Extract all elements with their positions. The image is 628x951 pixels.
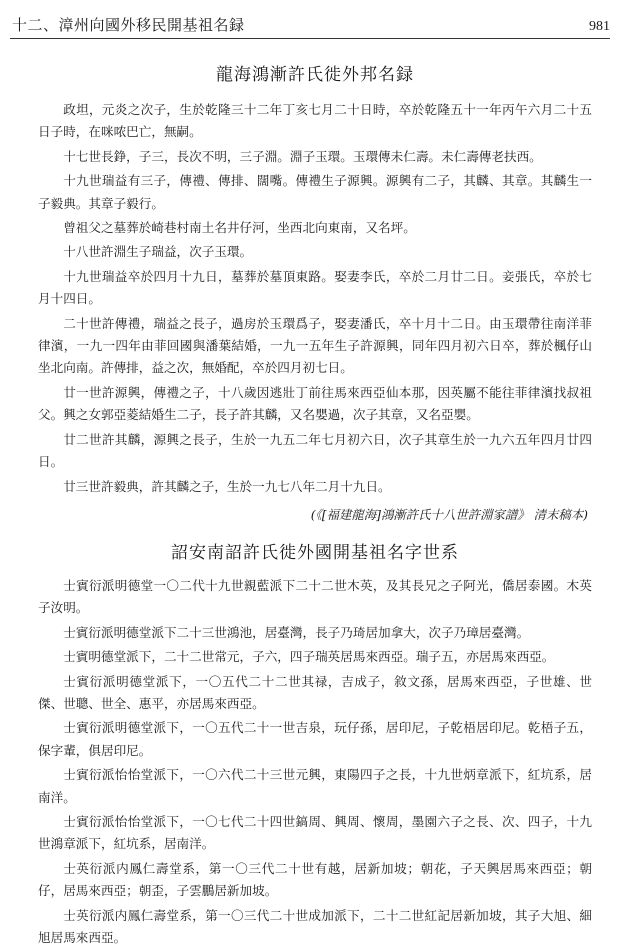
paragraph: 十九世瑞益卒於四月十九日，墓葬於墓頂東路。娶妻李氏，卒於二月廿二日。妾張氏，卒於七月十四日。 [38,268,592,307]
source-citation: (《[福建龍海]鴻漸許氏十八世許淵家譜》 清末稿本) [310,506,588,522]
paragraph: 士賓衍派怡怡堂派下，一〇七代二十四世鎬周、興周、懷周，墨園六子之長、次、四子，十九世鴻章派下，紅坑系，居南洋。 [38,813,592,852]
paragraph: 政坦，元炎之次子，生於乾隆三十二年丁亥七月二十日時，卒於乾隆五十一年丙午六月二十五日子時，在咪哝巴亡，無嗣。 [38,102,592,140]
page-number: 981 [589,19,610,34]
paragraph: 十九世瑞益有三子，傳禮、傳排、闊嘴。傳禮生子源興。源興有二子，其麟、其章。其麟生一子毅典。其章子毅行。 [38,173,592,211]
section-title-longhai: 龍海鴻漸許氏徙外邦名録 [216,65,414,85]
paragraph: 士英衍派内鳳仁壽堂系，第一〇三代二十世成加派下，二十二世紅記居新加坡，其子大旭、細旭居馬來西亞。 [38,907,592,945]
running-header [10,12,610,39]
paragraph: 士英衍派内鳳仁壽堂系，第一〇三代二十世有越，居新加坡；朝花，子天興居馬來西亞；朝仔，居馬來西亞；朝歪，子雲鵬居新加坡。 [38,860,592,899]
section-longhai-body [38,99,592,498]
paragraph: 廿二世許其麟，源興之長子，生於一九五二年七月初六日，次子其章生於一九六五年四月廿四日。 [38,431,592,470]
paragraph: 廿一世許源興，傳禮之子，十八歲因逃壯丁前往馬來西亞仙本那，因英屬不能往菲律濱找叔祖父。興之女郭亞菱結婚生二子，長子許其麟，又名嬰過，次子其章，又名亞嬰。 [38,384,592,423]
paragraph: 十八世許淵生子瑞益，次子玉環。 [63,244,253,260]
paragraph: 士賓衍派明德堂派下，一〇五代二十一世吉泉，玩仔孫，居印尼，子乾梧居印尼。乾梧子五，保字輩，俱居印尼。 [38,720,592,758]
paragraph: 二十世許傳禮，瑞益之長子，過房於玉環爲子，娶妻潘氏，卒十月十二日。由玉環帶往南洋菲律濱，一九一四年由菲回國與潘葉結婚，一九一五年生子許源興，同年四月初六日卒，葬於楓仔山坐北向南。許傳排，益之次，無婚配，卒於四月初七日。 [38,315,592,376]
paragraph: 十七世長錚，子三，長次不明，三子淵。淵子玉環。玉環傳未仁壽。未仁壽傳老扶西。 [63,148,542,164]
paragraph: 士賓衍派明德堂一〇二代十九世親藍派下二十二世木英，及其長兄之子阿光，僑居泰國。木英子汝明。 [38,577,592,616]
paragraph: 士賓衍派怡怡堂派下，一〇六代二十三世元興，東陽四子之長，十九世炳章派下，紅坑系，居南洋。 [38,767,592,805]
section-zhaoan-body [38,575,592,950]
page-content [38,52,592,951]
paragraph: 士賓衍派明德堂派下二十三世鴻池，居臺灣，長子乃琦居加拿大，次子乃璋居臺灣。 [63,624,530,640]
paragraph: 廿三世許毅典，許其麟之子，生於一九七八年二月十九日。 [63,478,391,494]
section-title-zhaoan: 詔安南詔許氏徙外國開基祖名字世系 [171,542,459,563]
paragraph: 士賓衍派明德堂派下，一〇五代二十二世其禄，吉成子，敘文孫，居馬來西亞，子世雄、世傑、世聰、世全、惠平，亦居馬來西亞。 [38,673,592,711]
paragraph: 士賓明德堂派下，二十二世常元，子六，四子瑞英居馬來西亞。瑞子五，亦居馬來西亞。 [63,649,555,665]
header-title: 十二、漳州向國外移民開基祖名録 [12,16,245,34]
paragraph: 曾祖父之墓葬於崎巷村南土名井仔河，坐西北向東南，又名坪。 [63,220,416,236]
